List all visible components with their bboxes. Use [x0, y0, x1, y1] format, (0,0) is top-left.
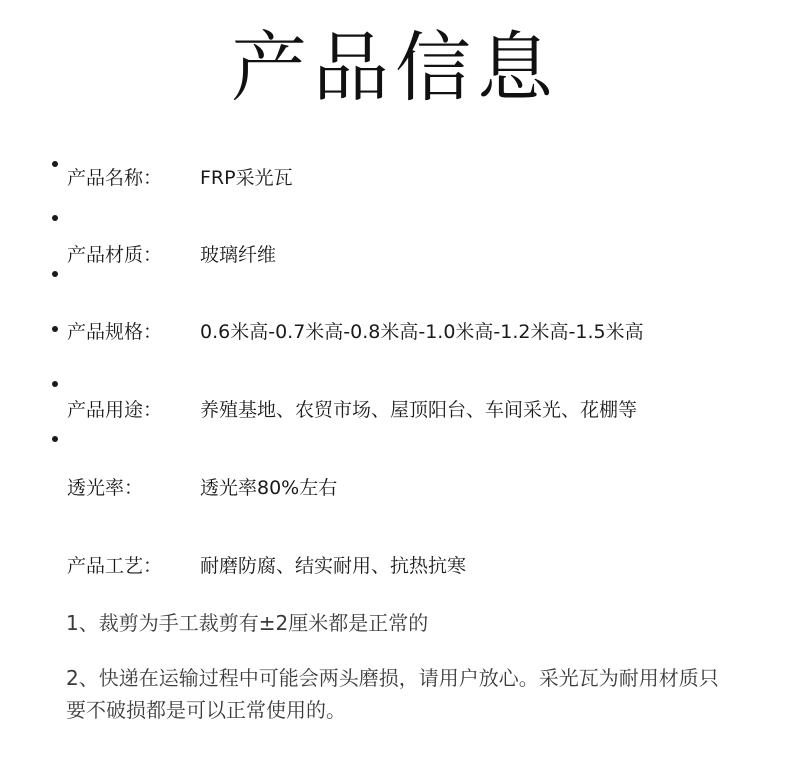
spec-label: 产品用途： [67, 399, 163, 421]
spec-value: 耐磨防腐、结实耐用、抗热抗寒 [200, 555, 467, 577]
spec-label: 产品名称： [67, 167, 163, 189]
spec-label: 产品材质： [67, 244, 163, 266]
bullet-marker [52, 436, 58, 442]
note-shipping-wear: 2、快递在运输过程中可能会两头磨损，请用户放心。采光瓦为耐用材质只要不破损都是可以正常使用的。 [66, 666, 719, 722]
spec-label: 产品规格： [67, 321, 163, 343]
bullet-marker [52, 271, 58, 277]
spec-value: 透光率80%左右 [200, 477, 338, 499]
bullet-marker [52, 381, 58, 387]
bullet-marker [52, 326, 58, 332]
note-cutting-tolerance: 1、裁剪为手工裁剪有±2厘米都是正常的 [66, 611, 429, 635]
spec-value: 0.6米高-0.7米高-0.8米高-1.0米高-1.2米高-1.5米高 [200, 321, 644, 343]
bullet-marker [52, 161, 58, 167]
bullet-marker [52, 215, 58, 221]
page-title: 产品信息 [231, 23, 559, 112]
spec-value: 养殖基地、农贸市场、屋顶阳台、车间采光、花棚等 [200, 399, 638, 421]
spec-label: 产品工艺： [67, 555, 163, 577]
spec-value: 玻璃纤维 [200, 244, 277, 266]
spec-value: FRP采光瓦 [200, 167, 293, 189]
spec-label: 透光率： [67, 477, 144, 499]
